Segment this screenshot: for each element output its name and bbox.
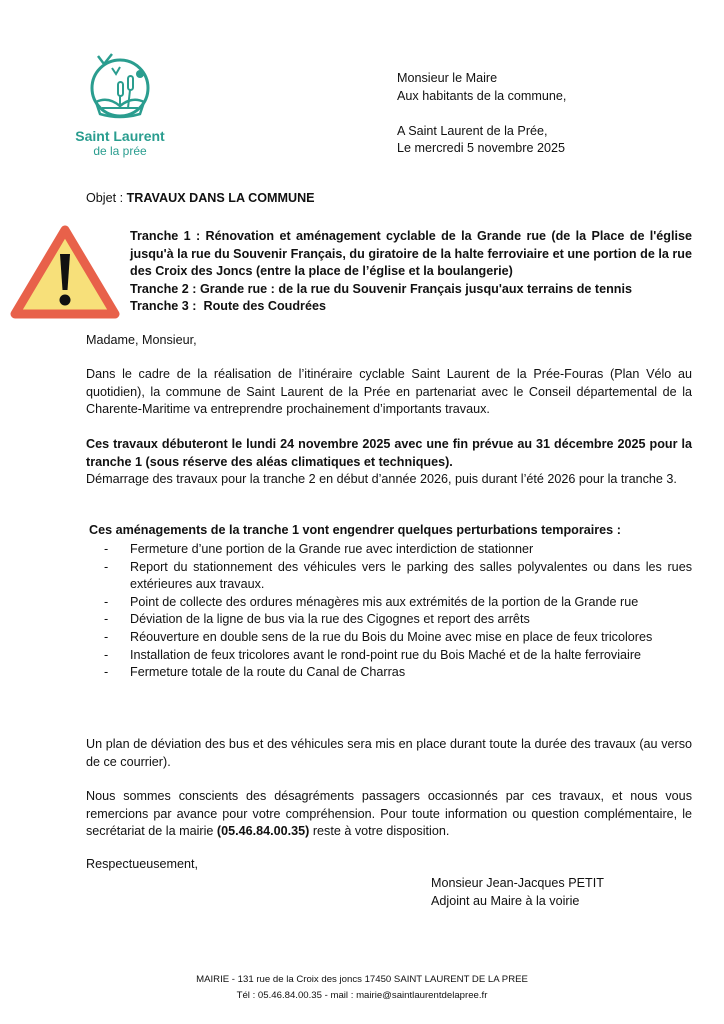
bullet-dash: -: [104, 612, 109, 627]
tranches-block: [130, 228, 692, 316]
list-item: [86, 559, 692, 594]
footer-contact: Tél : 05.46.84.00.35 - mail : mairie@saintlaurentdelapree.fr: [236, 990, 488, 1001]
subject-value: TRAVAUX DANS LA COMMUNE: [126, 191, 315, 205]
bullet-dash: -: [104, 542, 109, 556]
closing: Respectueusement,: [86, 857, 199, 871]
list-item-text: Déviation de la ligne de bus via la rue des Cigognes et report des arrêts: [130, 612, 530, 627]
recipient-line1: Monsieur le Maire: [397, 71, 498, 85]
bullet-dash: -: [104, 647, 109, 662]
schedule-rest: Démarrage des travaux pour la tranche 2 en début d’année 2026, puis durant l’été 2026 pour la tranche 3.: [86, 472, 677, 487]
list-item-text: Fermeture totale de la route du Canal de Charras: [130, 665, 406, 680]
phone-number: (05.46.84.00.35): [216, 824, 310, 839]
recipient-line2: Aux habitants de la commune,: [397, 88, 567, 103]
perturbations-list: [86, 541, 692, 682]
bullet-dash: -: [104, 594, 109, 609]
paragraph-schedule: [86, 436, 692, 489]
logo-line1: Saint Laurent: [75, 128, 165, 144]
list-item: [86, 594, 692, 612]
place-line: A Saint Laurent de la Prée,: [397, 123, 548, 138]
list-item-text: Report du stationnement des véhicules vers le parking des salles polyvalentes ou dans les rues extérieures aux travaux.: [130, 559, 692, 592]
list-item: [86, 611, 692, 629]
logo-emblem-icon: [88, 52, 152, 124]
paragraph-intro: Dans le cadre de la réalisation de l’itinéraire cyclable Saint Laurent de la Prée-Fouras (Plan Vélo au quotidien), la commune de Saint Laurent de la Prée en partenariat avec le Conseil départemental de la Charente-Maritime va entreprendre prochainement d’importants travaux.: [86, 367, 692, 417]
date-line: Le mercredi 5 novembre 2025: [397, 141, 566, 156]
list-heading: Ces aménagements de la tranche 1 vont engendrer quelques perturbations temporaires :: [89, 523, 621, 537]
paragraph-thanks: Nous sommes conscients des désagréments passagers occasionnés par ces travaux, et nous vous remercions par avance pour votre compréhension. Pour toute information ou question complémentaire, le secrétariat de la mairie (05.46.84.00.35) reste à votre disposition.: [86, 789, 692, 839]
tranche-3: Tranche 3 : Route des Coudrées: [130, 299, 326, 314]
logo-line2: de la prée: [93, 144, 147, 158]
bullet-dash: -: [104, 665, 109, 680]
list-item: [86, 664, 692, 682]
subject-label: Objet: [86, 191, 117, 205]
list-item: [86, 629, 692, 647]
salutation: Madame, Monsieur,: [86, 333, 197, 347]
list-item-text: Fermeture d’une portion de la Grande rue avec interdiction de stationner: [130, 542, 534, 556]
bullet-dash: -: [104, 559, 109, 574]
list-item-text: Réouverture en double sens de la rue du Bois du Moine avec mise en place de feux tricolores: [130, 629, 653, 644]
paragraph-detour: Un plan de déviation des bus et des véhicules sera mis en place durant toute la durée des travaux (au verso de ce courrier).: [86, 737, 692, 769]
signature-title: Adjoint au Maire à la voirie: [431, 893, 580, 908]
list-item-text: Point de collecte des ordures ménagères mis aux extrémités de la portion de la Grande rue: [130, 594, 639, 609]
bullet-dash: -: [104, 629, 109, 644]
warning-triangle-icon: [10, 224, 120, 322]
signature-name: Monsieur Jean-Jacques PETIT: [431, 876, 604, 890]
signature-block: [431, 875, 604, 910]
subject-line: Objet : TRAVAUX DANS LA COMMUNE: [86, 191, 315, 205]
recipient-block: [397, 70, 566, 158]
tranche-1: Tranche 1 : Rénovation et aménagement cyclable de la Grande rue (de la Place de l'église jusqu'à la rue du Souvenir Français, du giratoire de la halte ferroviaire et une portion de la rue des Croix des Joncs (entre la place de l’église et la boulangerie): [130, 229, 692, 279]
schedule-bold: Ces travaux débuteront le lundi 24 novembre 2025 avec une fin prévue au 31 décembre 2025 pour la tranche 1 (sous réserve des aléas climatiques et techniques).: [86, 437, 692, 469]
footer: [0, 972, 724, 1004]
list-item-text: Installation de feux tricolores avant le rond-point rue du Bois Maché et de la halte ferroviaire: [130, 647, 642, 662]
tranche-2: Tranche 2 : Grande rue : de la rue du Souvenir Français jusqu'aux terrains de tennis: [130, 281, 633, 296]
logo: [68, 52, 172, 158]
footer-address: MAIRIE - 131 rue de la Croix des joncs 17450 SAINT LAURENT DE LA PREE: [196, 974, 528, 985]
list-item: [86, 541, 692, 559]
list-item: [86, 647, 692, 665]
